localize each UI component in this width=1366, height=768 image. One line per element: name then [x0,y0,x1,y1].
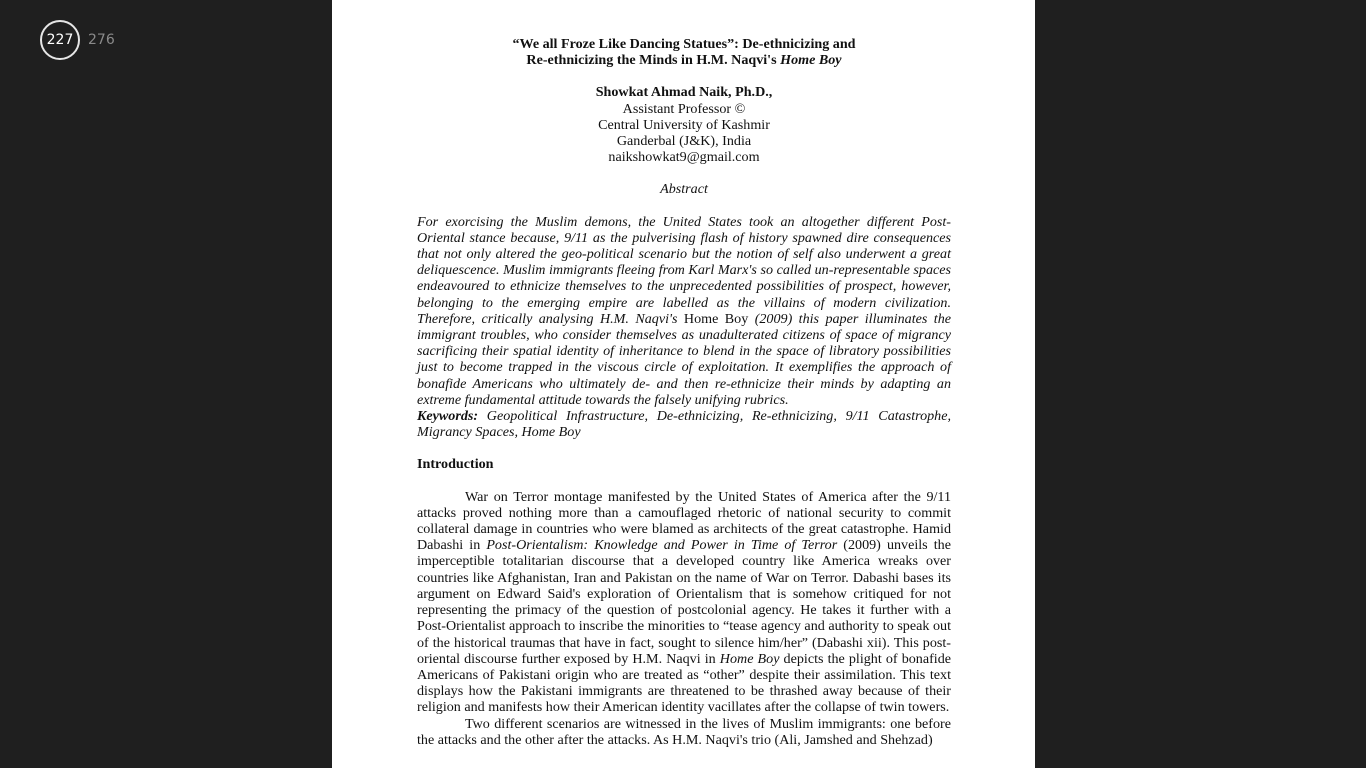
author-email: naikshowkat9@gmail.com [608,149,760,166]
keywords [417,408,951,440]
abstract-part-1: For exorcising the Muslim demons, the United States took an altogether different Post-Oriental stance because, 9/11 as the pulverising flash of history spawned dire consequences that not only altered the geo-political scenario but the notion of self also underwent a great deliquescence. Muslim immigrants fleeing from Karl Marx's so called un-representable spaces endeavoured to ethnicize themselves to the unprecedented possibilities of prospect, however, belonging to the emerging empire are labelled as the villains of modern civilization. Therefore, critically analysing H.M. Naqvi's [417,213,951,327]
title-line-1: “We all Froze Like Dancing Statues”: De-ethnicizing and [512,36,856,52]
author-position: Assistant Professor © [622,100,746,117]
total-pages-label: 276 [88,32,115,48]
intro-paragraph-2: Two different scenarios are witnessed in the lives of Muslim immigrants: one before the attacks and the other after the attacks. As H.M. Naqvi's trio (Ali, Jamshed and Shehzad) [417,715,951,748]
page-counter [40,20,115,60]
abstract-book-name: Home Boy [683,310,749,327]
title-book-name: Home Boy [780,52,842,69]
intro-p1-book-1: Post-Orientalism: Knowledge and Power in Time of Terror [486,537,838,554]
intro-p1-text-b: (2009) unveils the imperceptible totalitarian discourse that a developed country like America wreaks over countries like Afghanistan, Iran and Pakistan on the name of War on Terror. Dabashi bases its argument on Edward Said's exploration of Orientalism that is somehow critiqued for not representing the primacy of the question of postcolonial agency. He takes it further with a Post-Orientalist approach to inscribe the minorities to “tease agency and authority to speak out of the historical traumas that have in fact, sought to silence him/her” (Dabashi xii). This post-oriental discourse further exposed by H.M. Naqvi in [417,537,951,667]
document-page[interactable] [332,0,1035,768]
author-block [417,84,951,165]
author-university: Central University of Kashmir [598,116,770,133]
author-location: Ganderbal (J&K), India [616,133,752,150]
abstract-part-2: (2009) this paper illuminates the immigrant troubles, who consider themselves as unadulterated citizens of space of migrancy sacrificing their spatial identity of inheritance to blend in the space of libratory possibilities just to become trapped in the viscous circle of exploitation. It exemplifies the approach of bonafide Americans who ultimately de- and then re-ethnicize their minds by adapting an extreme fundamental attitude towards the falsely unifying rubrics. [417,310,951,408]
keywords-label: Keywords: [417,408,479,425]
intro-p1-text-a: War on Terror montage manifested by the United States of America after the 9/11 attacks proved nothing more than a camouflaged rhetoric of national security to commit collateral damage in countries who were blamed as architects of the great catastrophe. Hamid Dabashi in [417,488,951,554]
intro-p1-text-c: depicts the plight of bonafide Americans of Pakistani origin who are treated as “other” despite their assimilation. This text displays how the Pakistani immigrants are threatened to be thrashed away because of their religion and manifests how their American identity vacillates after the collapse of twin towers. [417,650,952,716]
title-line-2 [417,52,951,68]
paper-title [417,36,951,68]
keywords-text: Geopolitical Infrastructure, De-ethnicizing, Re-ethnicizing, 9/11 Catastrophe, Migrancy Spaces, Home Boy [417,408,951,441]
page-content [417,36,951,748]
author-name: Showkat Ahmad Naik, Ph.D., [595,84,773,101]
abstract-text [417,214,951,408]
abstract-heading: Abstract [660,181,708,198]
introduction-heading: Introduction [417,456,494,473]
current-page-indicator[interactable]: 227 [40,20,80,60]
intro-paragraph-1 [417,489,951,716]
title-line-2-text: Re-ethnicizing the Minds in H.M. Naqvi's [526,52,781,69]
intro-p1-book-2: Home Boy [719,650,780,667]
